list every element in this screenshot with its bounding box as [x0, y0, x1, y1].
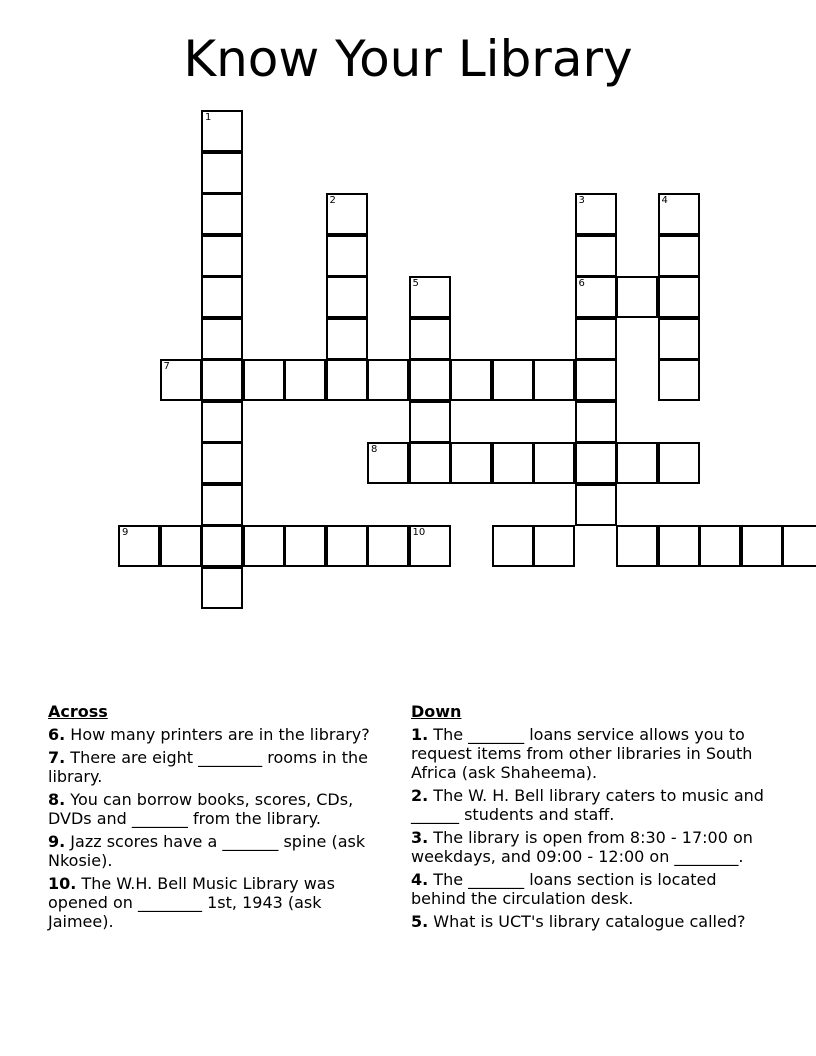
clue-text: What is UCT's library catalogue called? [428, 912, 746, 931]
grid-cell[interactable] [409, 318, 451, 360]
grid-cell[interactable] [492, 525, 534, 567]
clue-number: 7. [48, 748, 66, 767]
grid-cell[interactable] [658, 276, 700, 318]
clue-number: 9. [48, 832, 66, 851]
clue-text: The _______ loans service allows you to request items from other libraries in South Africa (ask Shaheema). [411, 725, 753, 782]
clue-number-label: 9 [122, 527, 129, 538]
grid-cell[interactable] [326, 525, 368, 567]
grid-cell[interactable] [658, 318, 700, 360]
clue-number-label: 5 [412, 278, 419, 289]
grid-cell[interactable] [409, 401, 451, 443]
clue-number-label: 4 [661, 195, 668, 206]
grid-cell[interactable] [533, 442, 575, 484]
clue-number: 1. [411, 725, 429, 744]
clue-number-label: 6 [578, 278, 585, 289]
grid-cell[interactable] [533, 525, 575, 567]
grid-cell[interactable] [409, 442, 451, 484]
across-clues [48, 702, 388, 935]
grid-cell[interactable] [658, 193, 700, 235]
grid-cell[interactable] [326, 193, 368, 235]
grid-cell[interactable] [201, 359, 243, 401]
clue-number: 4. [411, 870, 429, 889]
grid-cell[interactable] [201, 442, 243, 484]
grid-cell[interactable] [409, 276, 451, 318]
grid-cell[interactable] [575, 442, 617, 484]
grid-cell[interactable] [326, 318, 368, 360]
grid-cell[interactable] [326, 359, 368, 401]
grid-cell[interactable] [284, 359, 326, 401]
clue-number-label: 3 [578, 195, 585, 206]
grid-cell[interactable] [450, 442, 492, 484]
clue-number-label: 2 [329, 195, 336, 206]
grid-cell[interactable] [243, 525, 285, 567]
grid-cell[interactable] [201, 193, 243, 235]
clue-number-label: 1 [205, 112, 212, 123]
clue-number: 6. [48, 725, 66, 744]
grid-cell[interactable] [409, 525, 451, 567]
clue-text: Jazz scores have a _______ spine (ask Nkosie). [48, 832, 366, 870]
grid-cell[interactable] [658, 442, 700, 484]
grid-cell[interactable] [367, 359, 409, 401]
grid-cell[interactable] [658, 235, 700, 277]
clue-down-2 [411, 786, 771, 824]
grid-cell[interactable] [201, 525, 243, 567]
down-heading: Down [411, 702, 462, 721]
grid-cell[interactable] [326, 235, 368, 277]
grid-cell[interactable] [782, 525, 816, 567]
clue-across-9 [48, 832, 388, 870]
grid-cell[interactable] [575, 401, 617, 443]
grid-cell[interactable] [575, 276, 617, 318]
clue-number: 5. [411, 912, 429, 931]
clue-text: You can borrow books, scores, CDs, DVDs and _______ from the library. [48, 790, 354, 828]
puzzle-title: Know Your Library [183, 30, 633, 88]
grid-cell[interactable] [699, 525, 741, 567]
grid-cell[interactable] [201, 484, 243, 526]
clue-across-8 [48, 790, 388, 828]
grid-cell[interactable] [160, 525, 202, 567]
clue-text: The W. H. Bell library caters to music and ______ students and staff. [411, 786, 764, 824]
grid-cell[interactable] [741, 525, 783, 567]
clue-text: The _______ loans section is located behind the circulation desk. [411, 870, 717, 908]
clue-number: 2. [411, 786, 429, 805]
clue-text: How many printers are in the library? [65, 725, 370, 744]
grid-cell[interactable] [201, 235, 243, 277]
grid-cell[interactable] [575, 235, 617, 277]
grid-cell[interactable] [575, 359, 617, 401]
clue-number-label: 7 [163, 361, 170, 372]
grid-cell[interactable] [201, 401, 243, 443]
grid-cell[interactable] [450, 359, 492, 401]
clue-text: There are eight ________ rooms in the library. [48, 748, 368, 786]
clue-number: 8. [48, 790, 66, 809]
grid-cell[interactable] [160, 359, 202, 401]
grid-cell[interactable] [367, 442, 409, 484]
clue-number: 3. [411, 828, 429, 847]
grid-cell[interactable] [575, 193, 617, 235]
grid-cell[interactable] [118, 525, 160, 567]
clue-across-10 [48, 874, 388, 931]
grid-cell[interactable] [409, 359, 451, 401]
grid-cell[interactable] [201, 110, 243, 152]
across-heading: Across [48, 702, 108, 721]
grid-cell[interactable] [284, 525, 326, 567]
grid-cell[interactable] [201, 318, 243, 360]
clue-text: The W.H. Bell Music Library was opened on ________ 1st, 1943 (ask Jaimee). [48, 874, 335, 931]
grid-cell[interactable] [616, 276, 658, 318]
down-clues [411, 702, 771, 935]
clue-down-1 [411, 725, 771, 782]
grid-cell[interactable] [243, 359, 285, 401]
grid-cell[interactable] [367, 525, 409, 567]
grid-cell[interactable] [658, 525, 700, 567]
clue-number-label: 8 [371, 444, 378, 455]
grid-cell[interactable] [201, 276, 243, 318]
clue-across-7 [48, 748, 388, 786]
grid-cell[interactable] [575, 484, 617, 526]
grid-cell[interactable] [533, 359, 575, 401]
clue-number: 10. [48, 874, 77, 893]
grid-cell[interactable] [492, 359, 534, 401]
clue-across-6 [48, 725, 388, 744]
grid-cell[interactable] [658, 359, 700, 401]
clue-down-5 [411, 912, 771, 931]
grid-cell[interactable] [326, 276, 368, 318]
grid-cell[interactable] [616, 442, 658, 484]
grid-cell[interactable] [575, 318, 617, 360]
clue-down-4 [411, 870, 771, 908]
grid-cell[interactable] [201, 567, 243, 609]
grid-cell[interactable] [616, 525, 658, 567]
clue-text: The library is open from 8:30 - 17:00 on weekdays, and 09:00 - 12:00 on ________. [411, 828, 753, 866]
grid-cell[interactable] [201, 152, 243, 194]
grid-cell[interactable] [492, 442, 534, 484]
clue-down-3 [411, 828, 771, 866]
clue-number-label: 10 [412, 527, 426, 538]
